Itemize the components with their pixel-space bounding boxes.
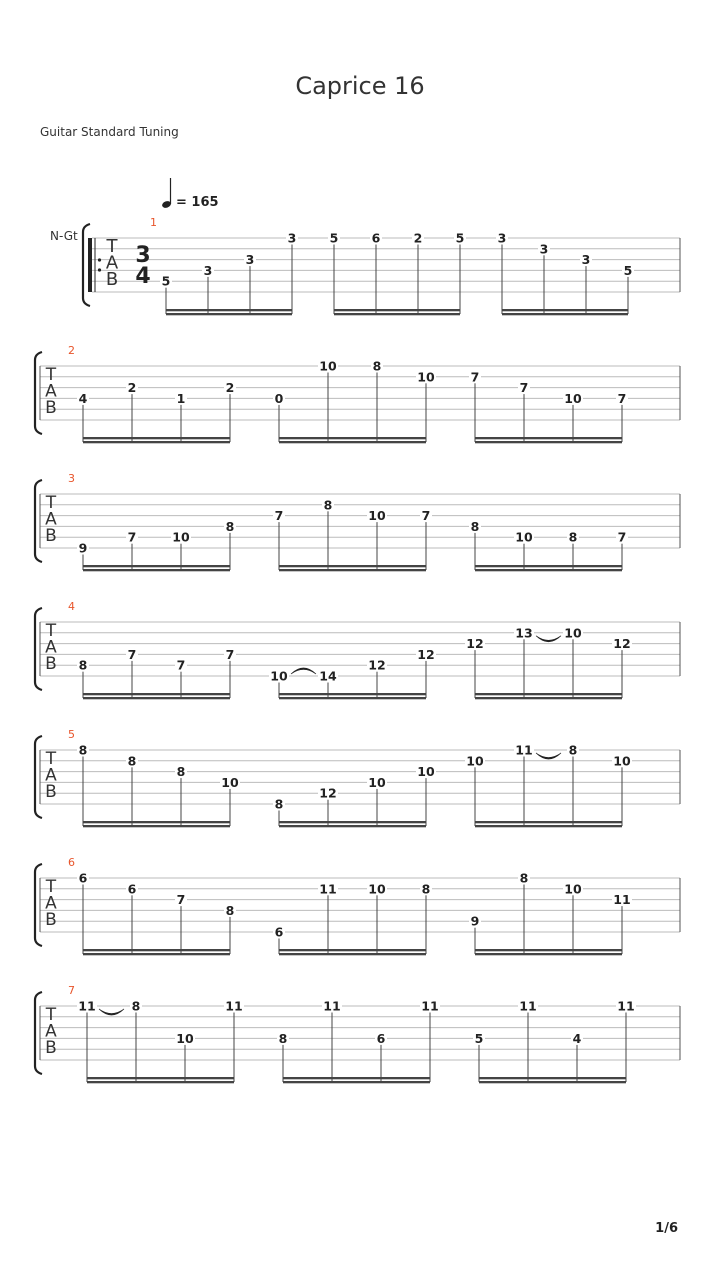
fret-number: 3 <box>245 252 255 268</box>
tab-clef-letter: T <box>106 236 118 257</box>
fret-number: 8 <box>323 497 333 513</box>
measure-number: 5 <box>68 728 75 741</box>
measure-number: 4 <box>68 600 75 613</box>
time-signature-bottom: 4 <box>135 264 151 289</box>
fret-number: 10 <box>564 390 582 406</box>
beam <box>475 825 622 827</box>
beam <box>279 441 426 443</box>
tab-clef-letter: T <box>45 1005 57 1025</box>
fret-number: 8 <box>278 1030 288 1046</box>
fret-number: 11 <box>319 881 337 897</box>
fret-number: 8 <box>372 358 382 374</box>
fret-number: 8 <box>78 742 88 758</box>
fret-number: 8 <box>176 764 186 780</box>
fret-number: 11 <box>225 998 243 1014</box>
fret-number: 10 <box>172 529 190 545</box>
system-bracket <box>35 992 42 1074</box>
fret-number: 7 <box>225 646 235 662</box>
fret-number: 8 <box>78 657 88 673</box>
tab-clef-letter: A <box>45 381 57 402</box>
fret-number: 4 <box>78 390 88 406</box>
fret-number: 11 <box>323 998 341 1014</box>
tie-arc <box>99 1009 124 1015</box>
fret-number: 8 <box>421 881 431 897</box>
beam <box>279 697 426 699</box>
fret-number: 6 <box>78 870 88 886</box>
tab-clef-letter: B <box>45 1038 57 1058</box>
beam <box>83 949 230 951</box>
beam <box>279 821 426 823</box>
beam <box>279 949 426 951</box>
fret-number: 9 <box>78 540 88 556</box>
beam <box>283 1081 430 1083</box>
fret-number: 10 <box>368 881 386 897</box>
instrument-label: N-Gt <box>50 229 78 243</box>
tab-clef-letter: A <box>45 893 57 914</box>
fret-number: 3 <box>287 230 297 246</box>
beam <box>279 693 426 695</box>
beam <box>279 953 426 955</box>
measure-number: 1 <box>150 216 157 229</box>
tab-clef-letter: T <box>45 621 57 641</box>
fret-number: 0 <box>274 390 284 406</box>
tab-clef-letter: A <box>45 509 57 530</box>
repeat-barline-thick <box>88 238 92 292</box>
tab-clef-letter: A <box>105 252 119 274</box>
system-bracket <box>35 864 42 946</box>
tab-clef-letter: A <box>45 765 57 786</box>
fret-number: 6 <box>371 230 381 246</box>
beam <box>83 441 230 443</box>
fret-number: 5 <box>455 230 465 246</box>
measure-number: 7 <box>68 984 75 997</box>
beam <box>83 825 230 827</box>
fret-number: 10 <box>368 508 386 524</box>
fret-number: 10 <box>368 774 386 790</box>
tab-clef-letter: T <box>45 493 57 513</box>
beam <box>279 437 426 439</box>
fret-number: 12 <box>613 636 631 652</box>
beam <box>83 821 230 823</box>
beam <box>334 309 460 311</box>
fret-number: 6 <box>274 924 284 940</box>
system-bracket <box>35 608 42 690</box>
fret-number: 10 <box>515 529 533 545</box>
fret-number: 10 <box>564 881 582 897</box>
fret-number: 11 <box>421 998 439 1014</box>
tab-clef-letter: B <box>45 398 57 418</box>
beam <box>279 565 426 567</box>
tab-clef-letter: B <box>105 269 119 290</box>
fret-number: 12 <box>417 646 435 662</box>
fret-number: 4 <box>572 1030 582 1046</box>
fret-number: 3 <box>539 241 549 257</box>
fret-number: 8 <box>127 753 137 769</box>
beam <box>83 953 230 955</box>
fret-number: 7 <box>470 369 480 385</box>
fret-number: 5 <box>161 273 171 289</box>
fret-number: 2 <box>413 230 423 246</box>
fret-number: 11 <box>617 998 635 1014</box>
fret-number: 8 <box>519 870 529 886</box>
beam <box>475 697 622 699</box>
system-bracket <box>35 352 42 434</box>
fret-number: 2 <box>127 380 137 396</box>
system-bracket <box>35 480 42 562</box>
fret-number: 3 <box>497 230 507 246</box>
fret-number: 11 <box>519 998 537 1014</box>
beam <box>475 949 622 951</box>
fret-number: 8 <box>225 518 235 534</box>
beam <box>479 1081 626 1083</box>
fret-number: 8 <box>225 902 235 918</box>
fret-number: 7 <box>176 657 186 673</box>
beam <box>334 313 460 315</box>
fret-number: 7 <box>127 529 137 545</box>
fret-number: 12 <box>466 636 484 652</box>
beam <box>502 313 628 315</box>
beam <box>83 693 230 695</box>
fret-number: 13 <box>515 625 533 641</box>
fret-number: 5 <box>623 262 633 278</box>
fret-number: 10 <box>221 774 239 790</box>
fret-number: 10 <box>417 764 435 780</box>
tuning-label: Guitar Standard Tuning <box>40 125 179 139</box>
fret-number: 12 <box>319 785 337 801</box>
fret-number: 10 <box>564 625 582 641</box>
fret-number: 7 <box>421 508 431 524</box>
beam <box>502 309 628 311</box>
fret-number: 3 <box>581 252 591 268</box>
measure-number: 6 <box>68 856 75 869</box>
beam <box>475 953 622 955</box>
fret-number: 8 <box>470 518 480 534</box>
tie-arc <box>536 636 561 642</box>
fret-number: 8 <box>568 742 578 758</box>
fret-number: 7 <box>617 390 627 406</box>
fret-number: 14 <box>319 668 337 684</box>
beam <box>83 437 230 439</box>
beam <box>279 569 426 571</box>
beam <box>83 565 230 567</box>
tab-clef-letter: B <box>45 782 57 802</box>
fret-number: 7 <box>127 646 137 662</box>
fret-number: 10 <box>417 369 435 385</box>
time-signature-top: 3 <box>135 243 151 268</box>
fret-number: 10 <box>466 753 484 769</box>
beam <box>475 437 622 439</box>
beam <box>283 1077 430 1079</box>
tie-arc <box>536 753 561 759</box>
beam <box>279 825 426 827</box>
fret-number: 11 <box>613 892 631 908</box>
beam <box>475 569 622 571</box>
fret-number: 1 <box>176 390 186 406</box>
beam <box>166 313 292 315</box>
tab-clef-letter: T <box>45 877 57 897</box>
system-bracket <box>35 736 42 818</box>
fret-number: 7 <box>617 529 627 545</box>
fret-number: 7 <box>519 380 529 396</box>
tab-clef-letter: B <box>45 910 57 930</box>
tab-clef-letter: A <box>45 1021 57 1042</box>
beam <box>475 565 622 567</box>
fret-number: 5 <box>474 1030 484 1046</box>
tab-clef-letter: T <box>45 365 57 385</box>
tab-clef-letter: B <box>45 654 57 674</box>
fret-number: 7 <box>274 508 284 524</box>
measure-number: 2 <box>68 344 75 357</box>
beam <box>475 821 622 823</box>
fret-number: 10 <box>319 358 337 374</box>
tempo-value: = 165 <box>176 195 219 210</box>
beam <box>83 697 230 699</box>
repeat-dot <box>98 268 101 271</box>
measure-number: 3 <box>68 472 75 485</box>
beam <box>479 1077 626 1079</box>
fret-number: 8 <box>568 529 578 545</box>
tab-clef-letter: A <box>45 637 57 658</box>
page-number: 1/6 <box>655 1221 678 1236</box>
fret-number: 6 <box>127 881 137 897</box>
beam <box>87 1077 234 1079</box>
fret-number: 11 <box>78 998 96 1014</box>
beam <box>87 1081 234 1083</box>
fret-number: 2 <box>225 380 235 396</box>
song-title: Caprice 16 <box>295 72 425 100</box>
beam <box>475 693 622 695</box>
fret-number: 8 <box>274 796 284 812</box>
fret-number: 8 <box>131 998 141 1014</box>
tab-clef-letter: T <box>45 749 57 769</box>
tie-arc <box>291 668 316 674</box>
fret-number: 9 <box>470 913 480 929</box>
beam <box>83 569 230 571</box>
beam <box>475 441 622 443</box>
fret-number: 10 <box>270 668 288 684</box>
fret-number: 7 <box>176 892 186 908</box>
fret-number: 10 <box>613 753 631 769</box>
fret-number: 11 <box>515 742 533 758</box>
fret-number: 5 <box>329 230 339 246</box>
fret-number: 12 <box>368 657 386 673</box>
fret-number: 6 <box>376 1030 386 1046</box>
repeat-dot <box>98 258 101 261</box>
fret-number: 3 <box>203 262 213 278</box>
tab-clef-letter: B <box>45 526 57 546</box>
beam <box>166 309 292 311</box>
fret-number: 10 <box>176 1030 194 1046</box>
